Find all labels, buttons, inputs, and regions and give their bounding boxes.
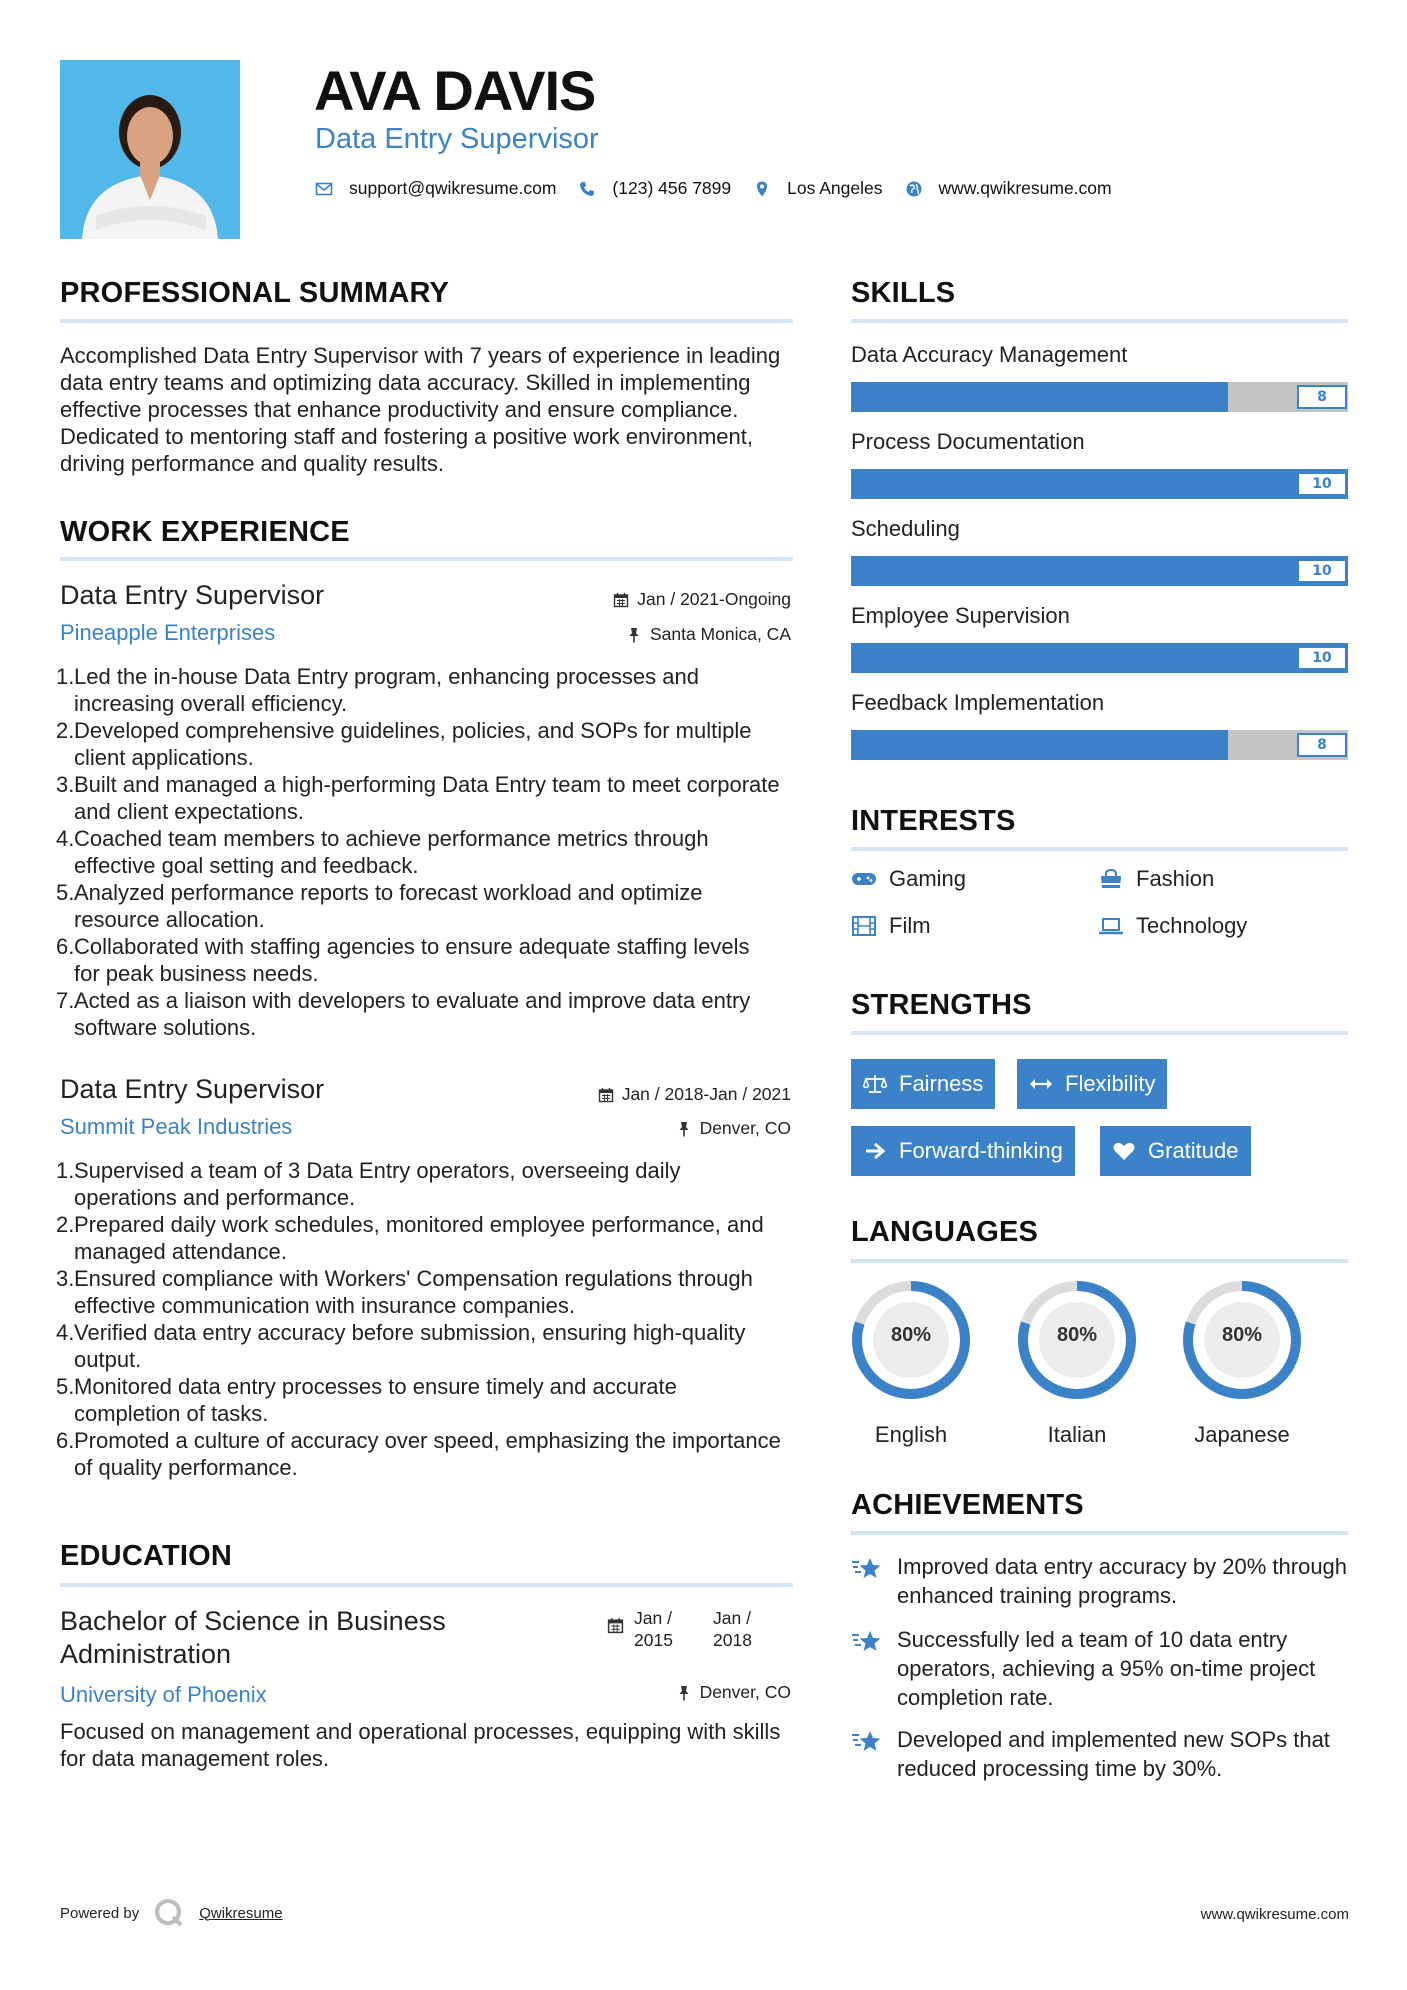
strength-badge	[851, 1059, 995, 1109]
shopping-bag-icon	[1098, 868, 1124, 890]
shooting-star-icon	[851, 1554, 883, 1584]
shooting-star-icon	[851, 1727, 883, 1757]
arrows-h-icon	[1029, 1073, 1053, 1095]
balance-scale-icon	[863, 1073, 887, 1095]
envelope-icon	[315, 180, 333, 198]
contact-website[interactable]	[905, 178, 1112, 199]
skill-score: 10	[1297, 472, 1347, 496]
summary-text: Accomplished Data Entry Supervisor with 7 years of experience in leading data entry teams and optimizing data accuracy. Skilled in implementing effective processes that enhance productivity and ensure compliance. Dedicated to mentoring staff and fostering a positive work environment, driving performance and quality results.	[60, 343, 781, 476]
skill-score: 8	[1297, 733, 1347, 757]
globe-icon	[905, 180, 923, 198]
contact-bar	[315, 178, 1134, 199]
job-date-text: Jan / 2018-Jan / 2021	[621, 1084, 791, 1104]
education-location	[676, 1682, 791, 1703]
list-item: 4. Verified data entry accuracy before submission, ensuring high-quality output.	[56, 1319, 781, 1373]
education-description: Focused on management and operational processes, equipping with skills for data management roles.	[60, 1719, 781, 1771]
pin-icon	[676, 1685, 692, 1701]
interest-label: Gaming	[889, 866, 967, 891]
gamepad-icon	[851, 868, 877, 890]
language-name: Japanese	[1194, 1422, 1290, 1447]
job-company: Summit Peak Industries	[60, 1114, 293, 1139]
interest-item	[1098, 913, 1247, 939]
job-location-text: Santa Monica, CA	[649, 624, 791, 644]
list-item-text: Developed comprehensive guidelines, policies, and SOPs for multiple client applications.	[74, 718, 752, 770]
skill-bar	[851, 382, 1348, 412]
list-item-text: Monitored data entry processes to ensure timely and accurate completion of tasks.	[74, 1374, 677, 1426]
list-item-text: Built and managed a high-performing Data Entry team to meet corporate and client expectations.	[74, 772, 780, 824]
achievement-text: Improved data entry accuracy by 20% through enhanced training programs.	[897, 1554, 1348, 1608]
interest-label: Film	[889, 913, 931, 938]
job-location	[626, 624, 791, 645]
job-date	[613, 589, 791, 610]
list-item-text: Promoted a culture of accuracy over speed, emphasizing the importance of quality performance.	[74, 1428, 781, 1480]
strength-label: Flexibility	[1065, 1071, 1156, 1096]
list-item: 2. Developed comprehensive guidelines, policies, and SOPs for multiple client applications.	[56, 717, 781, 771]
list-item: 1. Supervised a team of 3 Data Entry operators, overseeing daily operations and performance.	[56, 1157, 781, 1211]
contact-website-text: www.qwikresume.com	[938, 178, 1112, 198]
language-item	[1015, 1278, 1139, 1448]
skill-bar-fill	[851, 730, 1228, 760]
strength-badge	[1100, 1126, 1251, 1176]
profile-photo	[60, 60, 240, 239]
job-company: Pineapple Enterprises	[60, 620, 276, 645]
laptop-icon	[1098, 915, 1124, 937]
skill-label: Data Accuracy Management	[851, 342, 1128, 367]
skills-rule	[851, 319, 1348, 323]
strengths-rule	[851, 1031, 1348, 1035]
skill-bar	[851, 730, 1348, 760]
strength-badge	[1017, 1059, 1167, 1109]
list-item: 3. Ensured compliance with Workers' Compensation regulations through effective communication with insurance companies.	[56, 1265, 781, 1319]
skill-score: 8	[1297, 385, 1347, 409]
list-item-text: Collaborated with staffing agencies to ensure adequate staffing levels for peak business needs.	[74, 934, 750, 986]
profile-photo-graphic	[60, 60, 240, 239]
strengths-heading: STRENGTHS	[851, 989, 1032, 1021]
skill-bar-fill	[851, 643, 1348, 673]
list-item: 5. Analyzed performance reports to forecast workload and optimize resource allocation.	[56, 879, 781, 933]
achievement-item	[851, 1625, 1351, 1712]
job-date-text: Jan / 2021-Ongoing	[637, 589, 791, 609]
list-item-text: Prepared daily work schedules, monitored employee performance, and managed attendance.	[74, 1212, 764, 1264]
achievement-item	[851, 1725, 1351, 1783]
education-rule	[60, 1583, 793, 1587]
list-item: 3. Built and managed a high-performing Data Entry team to meet corporate and client expectations.	[56, 772, 780, 824]
interest-label: Fashion	[1136, 866, 1215, 891]
contact-location-text: Los Angeles	[787, 178, 883, 198]
summary-heading: PROFESSIONAL SUMMARY	[60, 277, 450, 309]
list-item-text: Ensured compliance with Workers' Compensation regulations through effective communication with insurance companies.	[74, 1266, 753, 1318]
education-start-date: Jan / 2015	[634, 1608, 673, 1650]
list-item: 4. Coached team members to achieve performance metrics through effective goal setting and feedback.	[56, 825, 781, 879]
calendar-icon	[607, 1617, 624, 1634]
interest-item	[851, 913, 931, 939]
skill-bar-fill	[851, 382, 1228, 412]
calendar-icon	[598, 1087, 614, 1103]
skill-bar-fill	[851, 556, 1348, 586]
language-percent: 80%	[1221, 1324, 1263, 1346]
list-item: 1. Led the in-house Data Entry program, enhancing processes and increasing overall efficiency.	[56, 663, 781, 717]
qwikresume-logo-icon	[153, 1897, 185, 1929]
achievements-heading: ACHIEVEMENTS	[851, 1489, 1084, 1521]
skill-bar-fill	[851, 469, 1348, 499]
achievement-item	[851, 1552, 1351, 1610]
language-name: English	[874, 1422, 948, 1447]
map-marker-icon	[753, 180, 771, 198]
job-bullets	[56, 1157, 781, 1481]
summary-rule	[60, 319, 793, 323]
calendar-icon	[613, 592, 629, 608]
footer-powered-by	[60, 1897, 283, 1929]
language-item	[849, 1278, 973, 1448]
list-item: 6. Promoted a culture of accuracy over speed, emphasizing the importance of quality performance.	[56, 1428, 781, 1480]
phone-icon	[578, 180, 596, 198]
interests-rule	[851, 847, 1348, 851]
list-item-text: Acted as a liaison with developers to evaluate and improve data entry software solutions.	[74, 988, 751, 1040]
experience-heading: WORK EXPERIENCE	[60, 516, 350, 548]
achievement-text: Developed and implemented new SOPs that reduced processing time by 30%.	[897, 1727, 1330, 1781]
education-degree: Bachelor of Science in Business Administration	[60, 1606, 446, 1669]
list-item: 6. Collaborated with staffing agencies to ensure adequate staffing levels for peak business needs.	[56, 933, 781, 987]
skill-label: Process Documentation	[851, 429, 1085, 454]
qwikresume-link[interactable]: Qwikresume	[199, 1904, 283, 1922]
pin-icon	[626, 627, 642, 643]
skill-score: 10	[1297, 646, 1347, 670]
strength-label: Forward-thinking	[899, 1138, 1063, 1163]
heart-icon	[1112, 1140, 1136, 1162]
education-heading: EDUCATION	[60, 1540, 233, 1572]
job-title: Data Entry Supervisor	[60, 580, 325, 610]
languages-rule	[851, 1259, 1348, 1263]
job-title: Data Entry Supervisor	[60, 1074, 325, 1104]
film-icon	[851, 915, 877, 937]
language-item	[1180, 1278, 1304, 1448]
education-end-date: Jan / 2018	[713, 1608, 752, 1650]
skill-label: Employee Supervision	[851, 603, 1070, 628]
interests-heading: INTERESTS	[851, 805, 1016, 837]
list-item-text: Analyzed performance reports to forecast workload and optimize resource allocation.	[74, 880, 703, 932]
strength-badge	[851, 1126, 1075, 1176]
candidate-role: Data Entry Supervisor	[315, 123, 599, 155]
languages-heading: LANGUAGES	[851, 1216, 1039, 1248]
experience-rule	[60, 557, 793, 561]
job-date	[598, 1084, 791, 1105]
contact-email-text: support@qwikresume.com	[349, 178, 557, 198]
skill-score: 10	[1297, 559, 1347, 583]
job-location	[676, 1118, 791, 1139]
interest-item	[851, 866, 966, 892]
strength-label: Fairness	[899, 1071, 984, 1096]
contact-phone[interactable]	[578, 178, 731, 199]
powered-by-text: Powered by	[60, 1904, 140, 1922]
skill-label: Scheduling	[851, 516, 960, 541]
list-item-text: Coached team members to achieve performance metrics through effective goal setting and feedback.	[74, 826, 709, 878]
list-item-text: Verified data entry accuracy before submission, ensuring high-quality output.	[74, 1320, 746, 1372]
achievements-rule	[851, 1531, 1348, 1535]
skills-heading: SKILLS	[851, 277, 956, 309]
interest-item	[1098, 866, 1214, 892]
skill-bar	[851, 643, 1348, 673]
skill-bar	[851, 469, 1348, 499]
candidate-name: AVA DAVIS	[314, 59, 596, 122]
interest-label: Technology	[1136, 913, 1248, 938]
language-name: Italian	[1047, 1422, 1107, 1447]
shooting-star-icon	[851, 1627, 883, 1657]
footer-website[interactable]: www.qwikresume.com	[1200, 1906, 1349, 1923]
arrow-right-icon	[863, 1140, 887, 1162]
language-percent: 80%	[1056, 1324, 1098, 1346]
list-item-text: Supervised a team of 3 Data Entry operators, overseeing daily operations and performance.	[74, 1158, 681, 1210]
skill-label: Feedback Implementation	[851, 690, 1105, 715]
language-percent: 80%	[890, 1324, 932, 1346]
job-location-text: Denver, CO	[699, 1118, 791, 1138]
list-item: 7. Acted as a liaison with developers to evaluate and improve data entry software solutions.	[56, 987, 781, 1041]
education-location-text: Denver, CO	[699, 1682, 791, 1702]
job-bullets	[56, 663, 781, 1041]
list-item: 2. Prepared daily work schedules, monitored employee performance, and managed attendance.	[56, 1211, 781, 1265]
list-item-text: Led the in-house Data Entry program, enhancing processes and increasing overall efficiency.	[74, 664, 699, 716]
contact-phone-text: (123) 456 7899	[612, 178, 732, 198]
education-school: University of Phoenix	[60, 1682, 267, 1707]
contact-location	[753, 178, 882, 199]
strength-label: Gratitude	[1148, 1138, 1239, 1163]
achievement-text: Successfully led a team of 10 data entry operators, achieving a 95% on-time project completion rate.	[897, 1627, 1316, 1710]
list-item: 5. Monitored data entry processes to ensure timely and accurate completion of tasks.	[56, 1373, 781, 1427]
contact-email[interactable]	[315, 178, 556, 199]
pin-icon	[676, 1121, 692, 1137]
skill-bar	[851, 556, 1348, 586]
